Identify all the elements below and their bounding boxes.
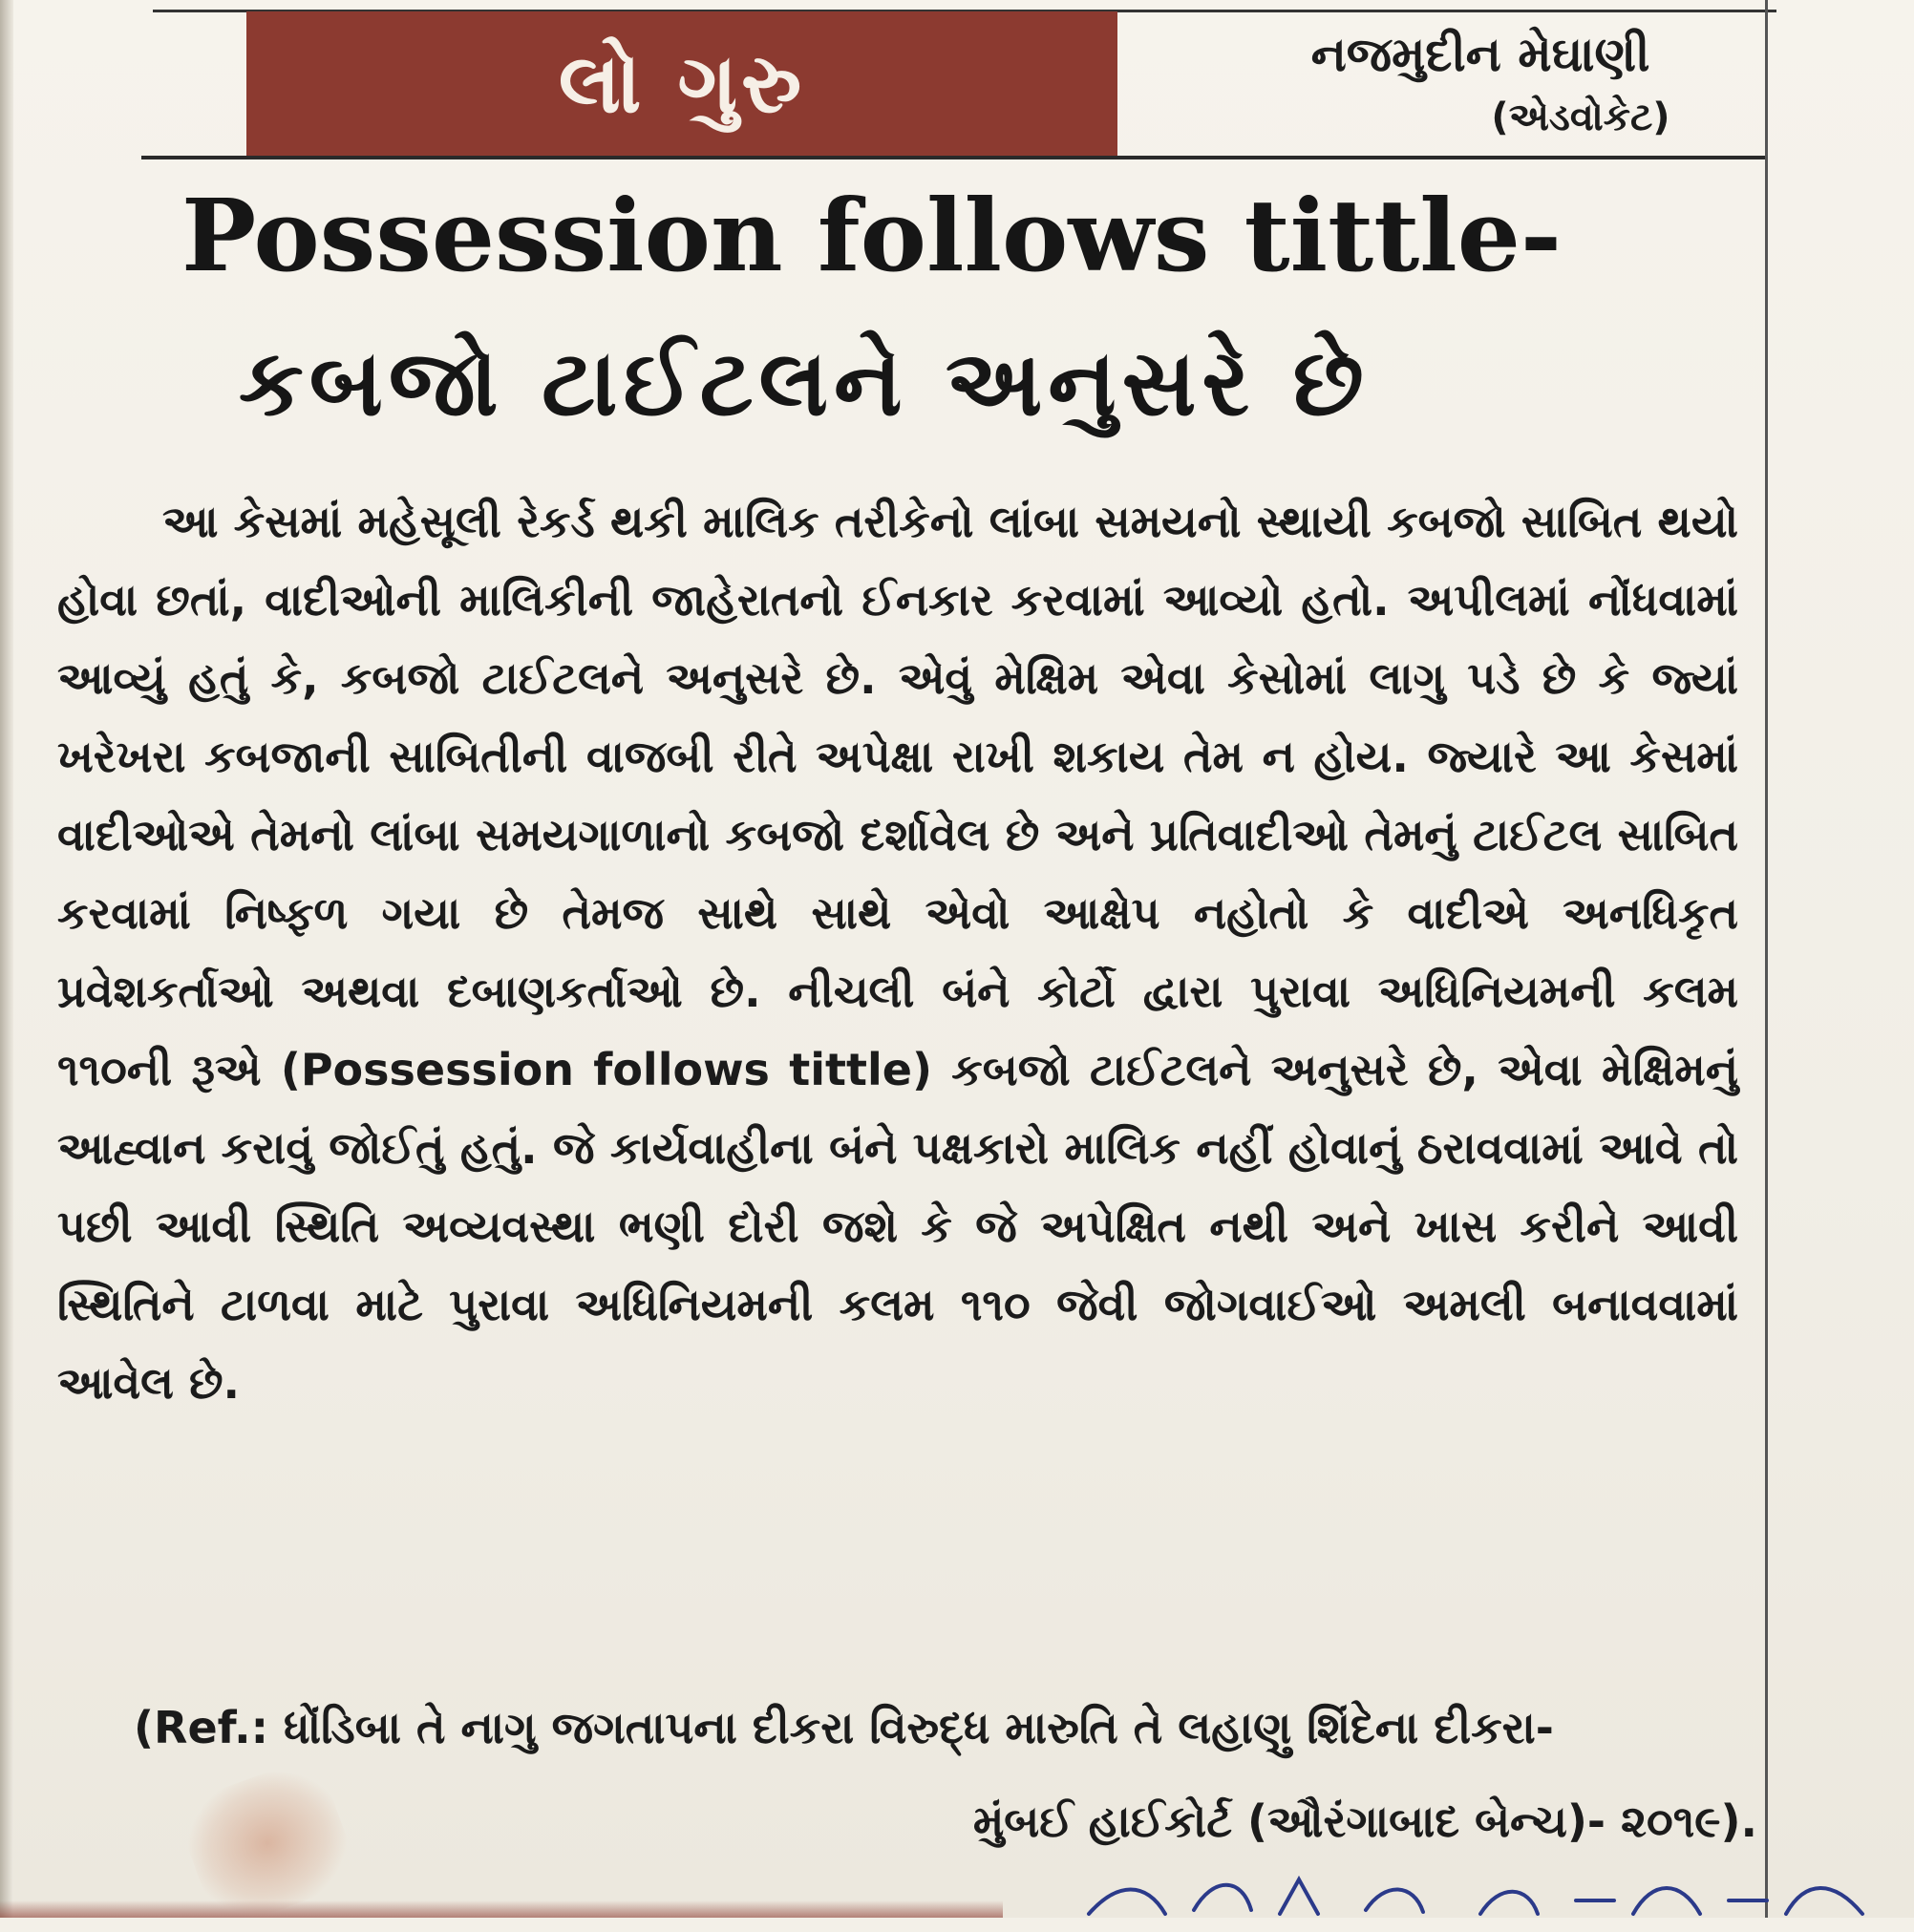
column-title: લો ગુરુ: [558, 35, 806, 132]
reference-line-1: (Ref.: ધોંડિબા તે નાગુ જગતાપના દીકરા વિરુદ્ધ મારુતિ તે લહાણુ શિંદેના દીકરા-: [134, 1702, 1554, 1753]
headline-gujarati: કબજો ટાઈટલને અનુસરે છે: [239, 329, 1370, 436]
header-divider: [141, 156, 1765, 159]
reference-line-2: મુંબઈ હાઈકોર્ટ (ઔરંગાબાદ બેન્ચ)- ૨૦૧૯).: [972, 1795, 1757, 1847]
column-border-right: [1765, 0, 1768, 1918]
article-body: આ કેસમાં મહેસૂલી રેકર્ડ થકી માલિક તરીકેનો લાંબા સમયનો સ્થાયી કબજો સાબિત થયો હોવા છતાં, વાદીઓની માલિકીની જાહેરાતનો ઈનકાર કરવામાં આવ્યો હતો. અપીલમાં નોંધવામાં આવ્યું હતું કે, કબજો ટાઈટલને અનુસરે છે. એવું મેક્ષિમ એવા કેસોમાં લાગુ પડે છે કે જ્યાં ખરેખરા કબજાની સાબિતીની વાજબી રીતે અપેક્ષા રાખી શકાય તેમ ન હોય. જ્યારે આ કેસમાં વાદીઓએ તેમનો લાંબા સમયગાળાનો કબજો દર્શાવેલ છે અને પ્રતિવાદીઓ તેમનું ટાઈટલ સાબિત કરવામાં નિષ્ફળ ગયા છે તેમજ સાથે સાથે એવો આક્ષેપ નહોતો કે વાદીએ અનધિકૃત પ્રવેશકર્તાઓ અથવા દબાણકર્તાઓ છે. નીચલી બંને કોર્ટો દ્વારા પુરાવા અધિનિયમની કલમ ૧૧૦ની રૂએ (Possession follows tittle) કબજો ટાઈટલને અનુસરે છે, એવા મેક્ષિમનું આહ્વાન કરાવું જોઈતું હતું. જે કાર્યવાહીના બંને પક્ષકારો માલિક નહીં હોવાનું ઠરાવવામાં આવે તો પછી આવી સ્થિતિ અવ્યવસ્થા ભણી દોરી જશે કે જે અપેક્ષિત નથી અને ખાસ કરીને આવી સ્થિતિને ટાળવા માટે પુરાવા અધિનિયમની કલમ ૧૧૦ જેવી જોગવાઈઓ અમલી બનાવવામાં આવેલ છે.: [57, 496, 1738, 1409]
author-role: (એડવોકેટ): [1491, 96, 1670, 139]
paper-edge: [0, 0, 13, 1918]
headline-english: Possession follows tittle-: [181, 177, 1563, 294]
bottom-shadow: [0, 1900, 1003, 1918]
handwritten-scribble: [1079, 1872, 1901, 1918]
column-title-band: [246, 11, 1117, 158]
author-name: નજમુદીન મેઘાણી: [1310, 27, 1650, 82]
